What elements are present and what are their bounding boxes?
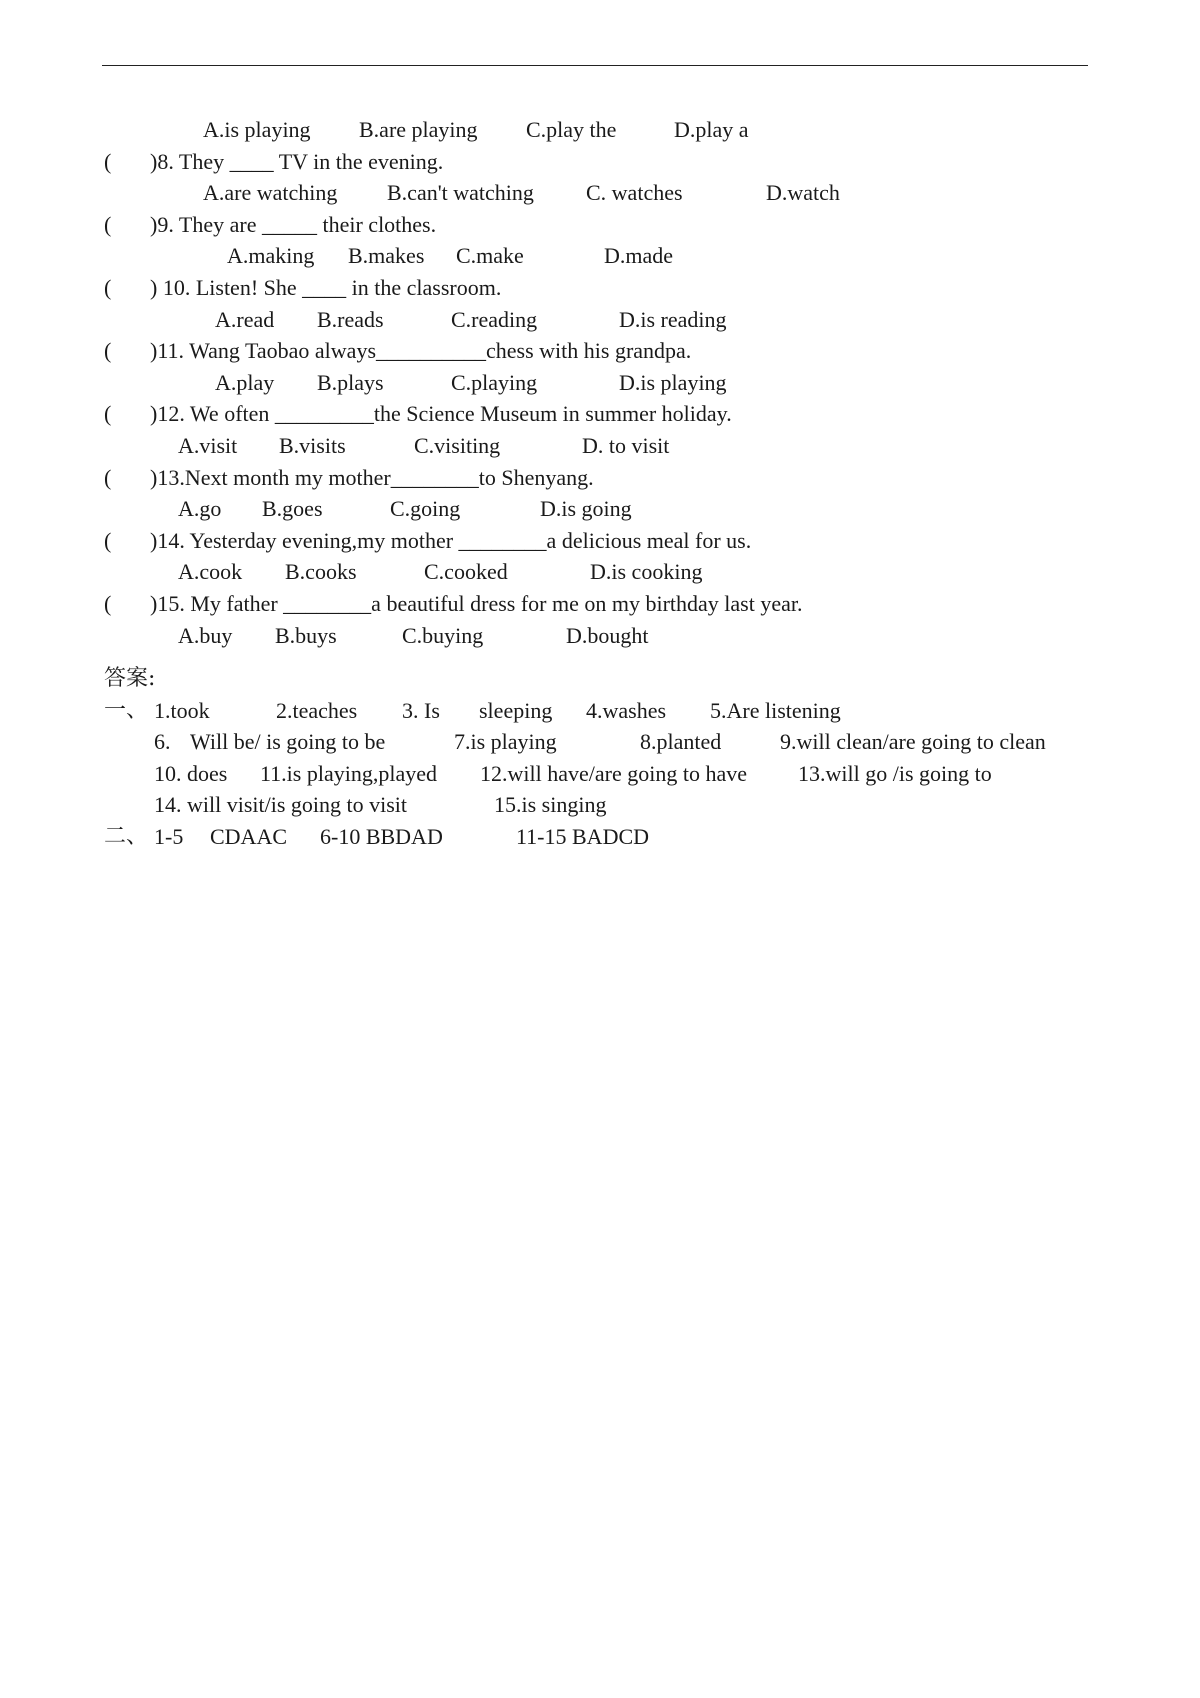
option-b: B.plays	[317, 369, 384, 395]
answer-item: 13.will go /is going to	[798, 760, 992, 786]
options-row-q8	[104, 177, 1104, 209]
answer-item: 1.took	[154, 697, 210, 723]
option-c: C.playing	[451, 369, 538, 395]
answer-bracket: (	[104, 527, 112, 553]
answer-bracket: (	[104, 464, 112, 490]
option-c: C.going	[390, 496, 461, 522]
answer-item: 4.washes	[586, 697, 667, 723]
answer-bracket: (	[104, 274, 112, 300]
question-stem: )11. Wang Taobao always__________chess with his grandpa.	[150, 338, 692, 364]
question-row-12	[104, 398, 1104, 430]
question-row-13	[104, 462, 1104, 494]
section-gap	[104, 651, 1104, 663]
option-a: A.cook	[178, 559, 243, 585]
answer-item: 11.is playing,played	[260, 760, 437, 786]
question-stem: ) 10. Listen! She ____ in the classroom.	[150, 274, 502, 300]
question-stem: )12. We often _________the Science Museum in summer holiday.	[150, 401, 732, 427]
option-a: A.go	[178, 496, 222, 522]
option-d: D.bought	[566, 622, 649, 648]
answer-item: 7.is playing	[454, 729, 557, 755]
option-d: D.made	[604, 243, 674, 269]
answers-part1-row3	[104, 758, 1104, 790]
option-d: D.is cooking	[590, 559, 703, 585]
answer-bracket: (	[104, 148, 112, 174]
option-b: B.makes	[348, 243, 425, 269]
question-row-14	[104, 525, 1104, 557]
exercise-content	[104, 114, 1104, 853]
answer-item: 9.will clean/are going to clean	[780, 729, 1046, 755]
answer-bracket: (	[104, 338, 112, 364]
part2-label: 二、	[104, 824, 149, 850]
question-row-9	[104, 209, 1104, 241]
options-row-q12	[104, 430, 1104, 462]
answer-item: 10. does	[154, 760, 228, 786]
option-a: A.buy	[178, 622, 233, 648]
answer-item: 2.teaches	[276, 697, 358, 723]
answer-item: 5.Are listening	[710, 697, 841, 723]
answers-heading: 答案:	[104, 666, 156, 692]
answer-item: 8.planted	[640, 729, 722, 755]
option-b: B.goes	[262, 496, 323, 522]
option-b: B.visits	[279, 432, 346, 458]
option-d: D.watch	[766, 180, 840, 206]
options-row-q13	[104, 493, 1104, 525]
option-a: A.visit	[178, 432, 238, 458]
options-row-q7	[104, 114, 1104, 146]
answer-bracket: (	[104, 211, 112, 237]
option-b: B.reads	[317, 306, 384, 332]
answers-part2-row	[104, 821, 1104, 853]
answer-item: 12.will have/are going to have	[480, 760, 747, 786]
option-c: C. watches	[586, 180, 683, 206]
question-stem: )14. Yesterday evening,my mother ________a delicious meal for us.	[150, 527, 752, 553]
option-d: D.play a	[674, 117, 749, 142]
answers-part1-row1	[104, 695, 1104, 727]
answer-item: CDAAC	[210, 824, 288, 850]
option-a: A.read	[215, 306, 275, 332]
answer-item: 1-5	[154, 824, 184, 850]
question-row-11	[104, 335, 1104, 367]
options-row-q15	[104, 620, 1104, 652]
option-c: C.reading	[451, 306, 538, 332]
answer-item: 15.is singing	[494, 792, 607, 818]
option-a: A.is playing	[203, 117, 311, 142]
question-row-10	[104, 272, 1104, 304]
option-d: D.is playing	[619, 369, 727, 395]
option-c: C.buying	[402, 622, 484, 648]
option-b: B.can't watching	[387, 180, 534, 206]
option-b: B.buys	[275, 622, 337, 648]
answer-item: 6.	[154, 729, 171, 755]
options-row-q9	[104, 240, 1104, 272]
option-c: C.make	[456, 243, 524, 269]
option-b: B.are playing	[359, 117, 478, 142]
options-row-q14	[104, 556, 1104, 588]
option-a: A.are watching	[203, 180, 338, 206]
option-c: C.play the	[526, 117, 617, 142]
answer-item: Will be/ is going to be	[190, 729, 386, 755]
option-d: D.is going	[540, 496, 632, 522]
answer-bracket: (	[104, 590, 112, 616]
options-row-q11	[104, 367, 1104, 399]
option-c: C.cooked	[424, 559, 508, 585]
answer-item: 6-10 BBDAD	[320, 824, 443, 850]
option-b: B.cooks	[285, 559, 357, 585]
answers-part1-row2	[104, 726, 1104, 758]
question-row-15	[104, 588, 1104, 620]
answer-item: sleeping	[479, 697, 553, 723]
question-stem: )15. My father ________a beautiful dress for me on my birthday last year.	[150, 590, 803, 616]
option-c: C.visiting	[414, 432, 501, 458]
part1-label: 一、	[104, 697, 149, 723]
answer-item: 11-15 BADCD	[516, 824, 650, 850]
answers-part1-row4	[104, 789, 1104, 821]
header-rule	[102, 65, 1088, 66]
question-stem: )13.Next month my mother________to Shenyang.	[150, 464, 594, 490]
option-a: A.making	[227, 243, 315, 269]
question-row-8	[104, 146, 1104, 178]
option-d: D.is reading	[619, 306, 727, 332]
answers-heading-row	[104, 663, 1104, 695]
option-d: D. to visit	[582, 432, 670, 458]
answer-item: 3. Is	[402, 697, 440, 723]
options-row-q10	[104, 304, 1104, 336]
question-stem: )9. They are _____ their clothes.	[150, 211, 437, 237]
answer-item: 14. will visit/is going to visit	[154, 792, 408, 818]
question-stem: )8. They ____ TV in the evening.	[150, 148, 444, 174]
option-a: A.play	[215, 369, 275, 395]
answer-bracket: (	[104, 401, 112, 427]
